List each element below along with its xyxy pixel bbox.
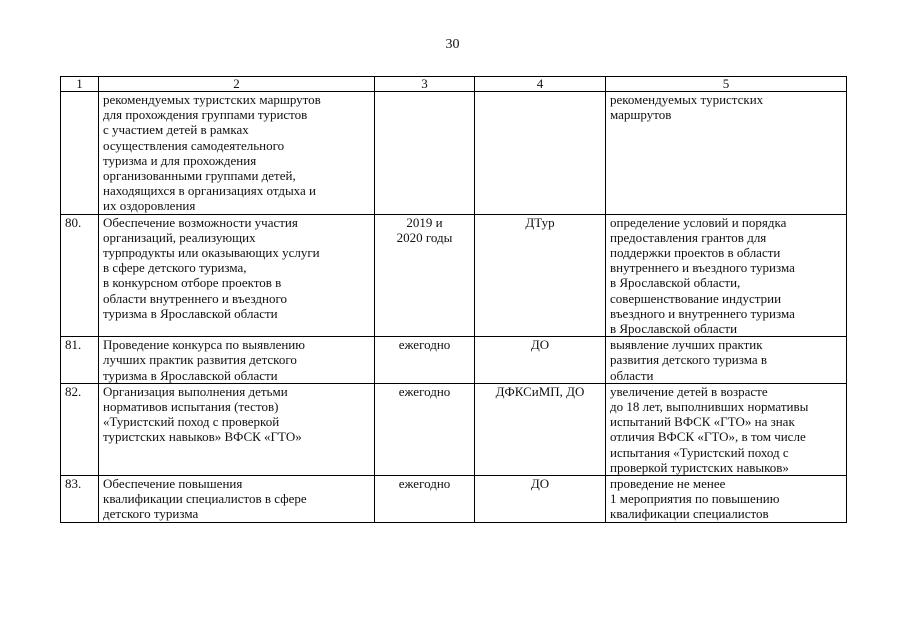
executor-cell: ДО (475, 337, 606, 384)
column-header-5: 5 (606, 77, 847, 92)
table-row (61, 337, 847, 384)
executor-cell (475, 92, 606, 215)
table-row (61, 476, 847, 523)
result-cell: выявление лучших практик развития детского туризма в области (606, 337, 847, 384)
term-cell: ежегодно (375, 383, 475, 475)
row-number: 82. (61, 383, 99, 475)
table-row (61, 92, 847, 215)
result-cell: увеличение детей в возрасте до 18 лет, выполнивших нормативы испытаний ВФСК «ГТО» на знак отличия ВФСК «ГТО», в том числе испытания «Туристский поход с проверкой туристских навыков» (606, 383, 847, 475)
executor-cell: ДТур (475, 214, 606, 337)
column-header-1: 1 (61, 77, 99, 92)
activity-cell: Организация выполнения детьми нормативов испытания (тестов) «Туристский поход с проверкой туристских навыков» ВФСК «ГТО» (99, 383, 375, 475)
row-number (61, 92, 99, 215)
header-row (61, 77, 847, 92)
result-cell: определение условий и порядка предоставления грантов для поддержки проектов в области внутреннего и въездного туризма в Ярославской области, совершенствование индустрии въездного и внутреннего туризма в Ярославской области (606, 214, 847, 337)
term-cell: 2019 и 2020 годы (375, 214, 475, 337)
activity-cell: Проведение конкурса по выявлению лучших практик развития детского туризма в Ярославской области (99, 337, 375, 384)
row-number: 80. (61, 214, 99, 337)
executor-cell: ДФКСиМП, ДО (475, 383, 606, 475)
term-cell (375, 92, 475, 215)
row-number: 81. (61, 337, 99, 384)
activity-cell: рекомендуемых туристских маршрутов для прохождения группами туристов с участием детей в рамках осуществления самодеятельного туризма и для прохождения организованными группами детей, находящихся в организациях отдыха и их оздоровления (99, 92, 375, 215)
row-number: 83. (61, 476, 99, 523)
activities-table (60, 76, 847, 523)
executor-cell: ДО (475, 476, 606, 523)
term-cell: ежегодно (375, 337, 475, 384)
page-number: 30 (445, 37, 460, 52)
activity-cell: Обеспечение повышения квалификации специалистов в сфере детского туризма (99, 476, 375, 523)
column-header-4: 4 (475, 77, 606, 92)
activity-cell: Обеспечение возможности участия организаций, реализующих турпродукты или оказывающих услуги в сфере детского туризма, в конкурсном отборе проектов в области внутреннего и въездного туризма в Ярославской области (99, 214, 375, 337)
column-header-2: 2 (99, 77, 375, 92)
table-row (61, 214, 847, 337)
term-cell: ежегодно (375, 476, 475, 523)
table-row (61, 383, 847, 475)
result-cell: проведение не менее 1 мероприятия по повышению квалификации специалистов (606, 476, 847, 523)
column-header-3: 3 (375, 77, 475, 92)
result-cell: рекомендуемых туристских маршрутов (606, 92, 847, 215)
